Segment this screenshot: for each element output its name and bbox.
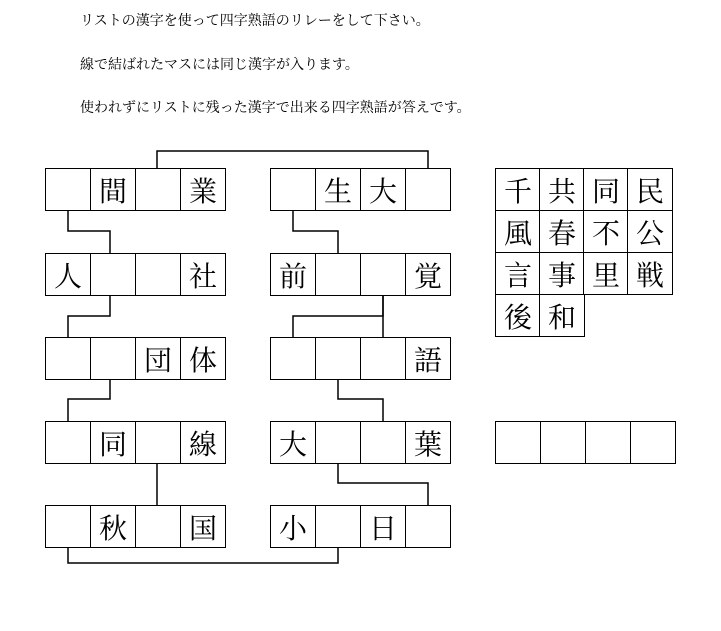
- cell[interactable]: [315, 253, 361, 296]
- answer-box[interactable]: [540, 421, 586, 464]
- kanji-list-item[interactable]: 言: [495, 252, 541, 295]
- cell[interactable]: 間: [90, 168, 136, 211]
- cell[interactable]: 大: [270, 421, 316, 464]
- right-row-3: [270, 337, 450, 380]
- connector-top: [157, 151, 428, 168]
- left-row-4: [45, 421, 225, 464]
- kanji-list-item[interactable]: 里: [583, 252, 629, 295]
- cell[interactable]: [270, 337, 316, 380]
- cell[interactable]: 日: [360, 505, 406, 548]
- left-row-2: [45, 253, 225, 296]
- cell[interactable]: 覚: [405, 253, 451, 296]
- cell[interactable]: [360, 337, 406, 380]
- right-row-5: [270, 505, 450, 548]
- cell[interactable]: 体: [180, 337, 226, 380]
- cell[interactable]: 同: [90, 421, 136, 464]
- left-row-3: [45, 337, 225, 380]
- kanji-list-item[interactable]: 不: [583, 210, 629, 253]
- answer-box[interactable]: [585, 421, 631, 464]
- right-row-4: [270, 421, 450, 464]
- kanji-list-item[interactable]: 和: [539, 294, 585, 337]
- cell[interactable]: 団: [135, 337, 181, 380]
- kanji-list-item[interactable]: 同: [583, 168, 629, 211]
- kanji-list-item[interactable]: 事: [539, 252, 585, 295]
- cell[interactable]: [360, 253, 406, 296]
- kanji-list-item[interactable]: 後: [495, 294, 541, 337]
- answer-box[interactable]: [495, 421, 541, 464]
- cell[interactable]: [45, 505, 91, 548]
- connector-right-5: [338, 463, 428, 505]
- cell[interactable]: [45, 168, 91, 211]
- answer-row: [495, 421, 675, 464]
- cell[interactable]: [405, 168, 451, 211]
- cell[interactable]: 業: [180, 168, 226, 211]
- cell[interactable]: [135, 168, 181, 211]
- instruction-1: リストの漢字を使って四字熟語のリレーをして下さい。: [80, 13, 430, 29]
- cell[interactable]: 人: [45, 253, 91, 296]
- left-row-5: [45, 505, 225, 548]
- connector-left-3: [68, 379, 110, 421]
- connector-right-2: [293, 295, 383, 337]
- cell[interactable]: [90, 337, 136, 380]
- answer-box[interactable]: [630, 421, 676, 464]
- right-row-2: [270, 253, 450, 296]
- cell[interactable]: 大: [360, 168, 406, 211]
- cell[interactable]: 国: [180, 505, 226, 548]
- cell[interactable]: [135, 253, 181, 296]
- connector-left-1: [68, 210, 110, 253]
- left-row-1: [45, 168, 225, 211]
- cell[interactable]: [360, 421, 406, 464]
- connector-bottom: [68, 547, 338, 563]
- cell[interactable]: 小: [270, 505, 316, 548]
- cell[interactable]: [135, 421, 181, 464]
- cell[interactable]: [45, 337, 91, 380]
- cell[interactable]: [315, 337, 361, 380]
- cell[interactable]: 前: [270, 253, 316, 296]
- kanji-list-item[interactable]: 春: [539, 210, 585, 253]
- connector-right-1: [293, 210, 338, 253]
- cell[interactable]: [90, 253, 136, 296]
- cell[interactable]: 社: [180, 253, 226, 296]
- cell[interactable]: 生: [315, 168, 361, 211]
- kanji-list-item[interactable]: 戦: [627, 252, 673, 295]
- connector-right-4: [338, 379, 383, 421]
- cell[interactable]: [45, 421, 91, 464]
- cell[interactable]: 語: [405, 337, 451, 380]
- kanji-list-item[interactable]: 千: [495, 168, 541, 211]
- kanji-list-item[interactable]: 風: [495, 210, 541, 253]
- kanji-list: [495, 168, 671, 336]
- cell[interactable]: [405, 505, 451, 548]
- instruction-2: 線で結ばれたマスには同じ漢字が入ります。: [80, 57, 359, 73]
- cell[interactable]: [315, 421, 361, 464]
- cell[interactable]: 葉: [405, 421, 451, 464]
- kanji-list-item[interactable]: 民: [627, 168, 673, 211]
- cell[interactable]: 線: [180, 421, 226, 464]
- kanji-list-item[interactable]: 共: [539, 168, 585, 211]
- cell[interactable]: [135, 505, 181, 548]
- cell[interactable]: [270, 168, 316, 211]
- cell[interactable]: 秋: [90, 505, 136, 548]
- right-row-1: [270, 168, 450, 211]
- instruction-3: 使われずにリストに残った漢字で出来る四字熟語が答えです。: [80, 100, 471, 116]
- cell[interactable]: [315, 505, 361, 548]
- kanji-list-item[interactable]: 公: [627, 210, 673, 253]
- connector-left-2: [68, 295, 110, 337]
